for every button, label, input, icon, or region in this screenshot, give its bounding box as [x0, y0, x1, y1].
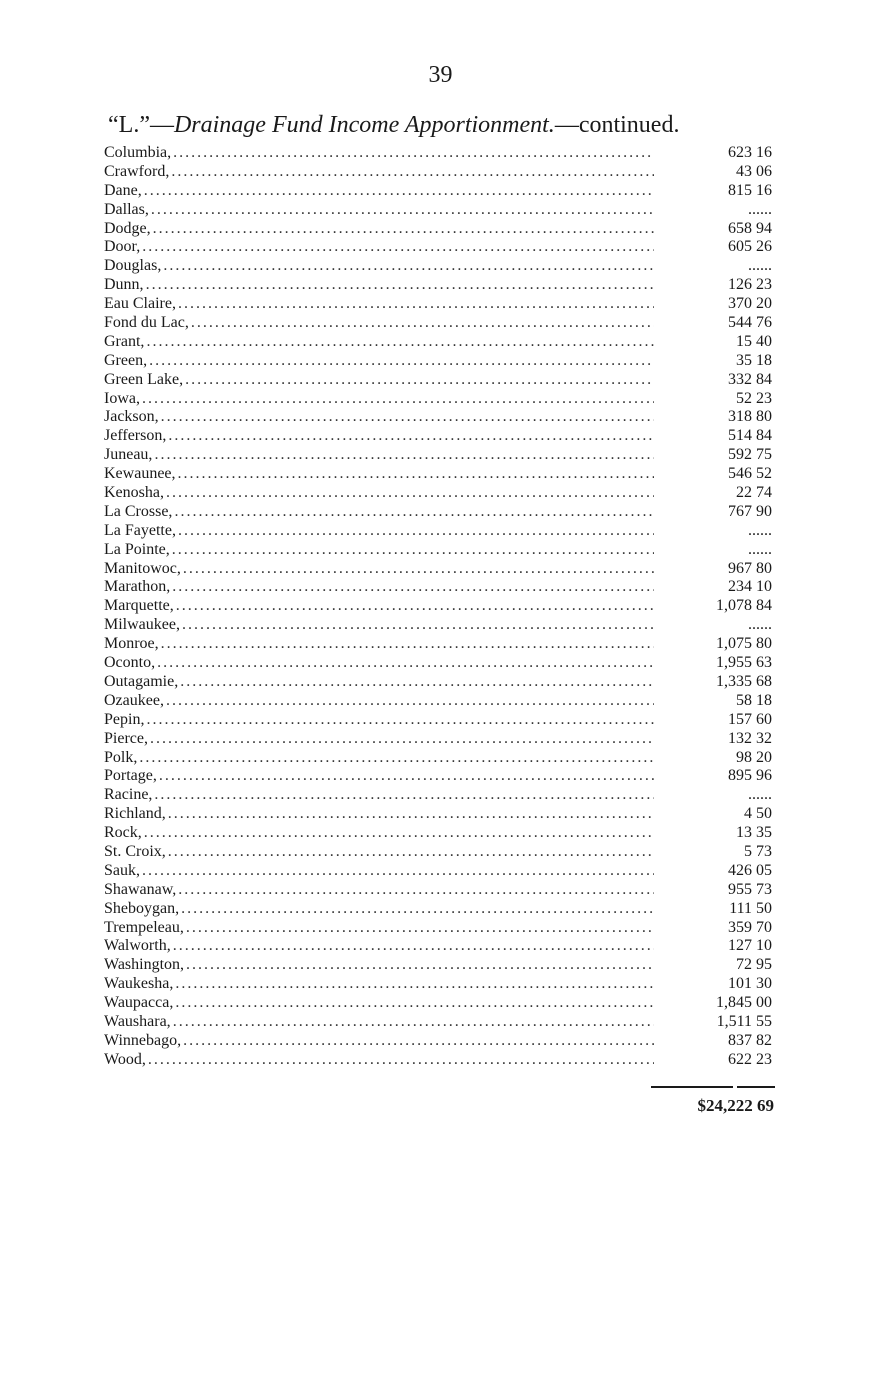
- apportionment-amount: 514 84: [728, 427, 772, 445]
- dot-leader: [178, 465, 654, 484]
- county-name: Washington,: [104, 956, 185, 974]
- apportionment-amount: 5 73: [744, 842, 772, 860]
- county-name: Polk,: [104, 748, 138, 766]
- apportionment-amount: 234 10: [728, 578, 772, 596]
- apportionment-amount: 127 10: [728, 937, 772, 955]
- dot-leader: [161, 635, 654, 654]
- dot-leader: [153, 220, 654, 239]
- apportionment-amount: 126 23: [728, 276, 772, 294]
- county-name: Milwaukee,: [104, 616, 180, 634]
- county-name: Shawanaw,: [104, 880, 177, 898]
- dot-leader: [149, 352, 654, 371]
- county-name: Waukesha,: [104, 975, 174, 993]
- dot-leader: [139, 749, 654, 768]
- dot-leader: [186, 956, 654, 975]
- apportionment-amount: 111 50: [729, 899, 772, 917]
- apportionment-amount: 13 35: [736, 824, 772, 842]
- county-name: La Pointe,: [104, 540, 170, 558]
- apportionment-amount: 623 16: [728, 144, 772, 161]
- table-row: [104, 465, 774, 484]
- apportionment-amount: ......: [748, 257, 772, 275]
- table-row: [104, 578, 774, 597]
- apportionment-amount: 837 82: [728, 1031, 772, 1049]
- table-row: [104, 163, 774, 182]
- apportionment-amount: 426 05: [728, 861, 772, 879]
- table-row: [104, 522, 774, 541]
- table-row: [104, 276, 774, 295]
- dot-leader: [161, 408, 654, 427]
- dot-leader: [181, 900, 654, 919]
- apportionment-amount: ......: [748, 521, 772, 539]
- apportionment-amount: 658 94: [728, 219, 772, 237]
- apportionment-amount: 332 84: [728, 370, 772, 388]
- table-row: [104, 390, 774, 409]
- apportionment-table: [104, 144, 774, 1070]
- county-name: Iowa,: [104, 389, 140, 407]
- table-row: [104, 673, 774, 692]
- dot-leader: [172, 578, 654, 597]
- apportionment-amount: 1,078 84: [716, 597, 772, 615]
- dot-leader: [173, 937, 654, 956]
- county-name: Kewaunee,: [104, 465, 176, 483]
- table-row: [104, 711, 774, 730]
- table-row: [104, 597, 774, 616]
- table-row: [104, 692, 774, 711]
- dot-leader: [148, 1051, 654, 1070]
- dot-leader: [146, 333, 654, 352]
- table-row: [104, 484, 774, 503]
- apportionment-amount: ......: [748, 200, 772, 218]
- county-name: Columbia,: [104, 144, 172, 161]
- county-name: Pepin,: [104, 710, 145, 728]
- county-name: Richland,: [104, 805, 166, 823]
- page-number: 39: [428, 62, 453, 88]
- dot-leader: [171, 163, 654, 182]
- apportionment-amount: 58 18: [736, 691, 772, 709]
- dot-leader: [150, 730, 654, 749]
- table-row: [104, 1013, 774, 1032]
- county-name: Douglas,: [104, 257, 162, 275]
- dot-leader: [191, 314, 654, 333]
- county-name: Outagamie,: [104, 672, 179, 690]
- dot-leader: [163, 257, 654, 276]
- dot-leader: [142, 390, 654, 409]
- apportionment-amount: 370 20: [728, 295, 772, 313]
- table-row: [104, 201, 774, 220]
- dot-leader: [151, 201, 654, 220]
- apportionment-amount: 43 06: [736, 162, 772, 180]
- dot-leader: [172, 541, 654, 560]
- apportionment-amount: 622 23: [728, 1050, 772, 1068]
- dot-leader: [175, 994, 654, 1013]
- table-row: [104, 1051, 774, 1070]
- heading-title: Drainage Fund Income Apportionment.: [173, 112, 555, 138]
- apportionment-amount: 22 74: [736, 484, 772, 502]
- apportionment-amount: 605 26: [728, 238, 772, 256]
- dot-leader: [142, 862, 654, 881]
- heading-suffix: —continued.: [554, 112, 680, 138]
- table-row: [104, 635, 774, 654]
- county-name: Kenosha,: [104, 484, 164, 502]
- dot-leader: [178, 295, 654, 314]
- table-row: [104, 408, 774, 427]
- table-row: [104, 427, 774, 446]
- dot-leader: [157, 654, 654, 673]
- table-row: [104, 919, 774, 938]
- page-heading: [108, 112, 778, 139]
- county-name: Dodge,: [104, 219, 151, 237]
- county-name: Sauk,: [104, 861, 140, 879]
- dot-leader: [173, 144, 654, 163]
- table-row: [104, 295, 774, 314]
- dot-leader: [180, 673, 654, 692]
- county-name: Portage,: [104, 767, 157, 785]
- county-name: Eau Claire,: [104, 295, 176, 313]
- county-name: Green Lake,: [104, 370, 184, 388]
- apportionment-amount: 767 90: [728, 502, 772, 520]
- apportionment-amount: 359 70: [728, 918, 772, 936]
- dot-leader: [168, 843, 654, 862]
- county-name: Green,: [104, 351, 148, 369]
- table-row: [104, 541, 774, 560]
- dot-leader: [173, 1013, 654, 1032]
- dot-leader: [175, 975, 654, 994]
- table-row: [104, 220, 774, 239]
- apportionment-amount: 15 40: [736, 332, 772, 350]
- apportionment-amount: 72 95: [736, 956, 772, 974]
- county-name: Rock,: [104, 824, 142, 842]
- table-row: [104, 371, 774, 390]
- table-row: [104, 749, 774, 768]
- table-row: [104, 786, 774, 805]
- apportionment-amount: 592 75: [728, 446, 772, 464]
- apportionment-amount: 1,955 63: [716, 654, 772, 672]
- dot-leader: [146, 711, 654, 730]
- total-rule: [651, 1086, 775, 1088]
- county-name: Oconto,: [104, 654, 156, 672]
- county-name: Waupacca,: [104, 994, 174, 1012]
- apportionment-amount: 1,511 55: [716, 1012, 772, 1030]
- county-name: Marathon,: [104, 578, 171, 596]
- dot-leader: [178, 881, 654, 900]
- dot-leader: [166, 692, 654, 711]
- apportionment-amount: 4 50: [744, 805, 772, 823]
- dot-leader: [183, 1032, 654, 1051]
- county-name: Waushara,: [104, 1012, 171, 1030]
- table-row: [104, 937, 774, 956]
- apportionment-amount: 1,845 00: [716, 994, 772, 1012]
- apportionment-amount: 1,335 68: [716, 672, 772, 690]
- apportionment-amount: 35 18: [736, 351, 772, 369]
- county-name: Trempeleau,: [104, 918, 184, 936]
- dot-leader: [186, 919, 654, 938]
- apportionment-amount: 1,075 80: [716, 635, 772, 653]
- county-name: Wood,: [104, 1050, 146, 1068]
- table-row: [104, 900, 774, 919]
- county-name: Winnebago,: [104, 1031, 182, 1049]
- table-row: [104, 352, 774, 371]
- dot-leader: [154, 446, 654, 465]
- apportionment-amount: ......: [748, 786, 772, 804]
- county-name: Dunn,: [104, 276, 144, 294]
- table-row: [104, 805, 774, 824]
- apportionment-amount: 815 16: [728, 181, 772, 199]
- apportionment-amount: 98 20: [736, 748, 772, 766]
- table-row: [104, 333, 774, 352]
- dot-leader: [144, 182, 654, 201]
- table-row: [104, 881, 774, 900]
- table-row: [104, 994, 774, 1013]
- county-name: La Fayette,: [104, 521, 176, 539]
- county-name: Dallas,: [104, 200, 149, 218]
- apportionment-amount: 967 80: [728, 559, 772, 577]
- county-name: Pierce,: [104, 729, 148, 747]
- county-name: Marquette,: [104, 597, 174, 615]
- county-name: Juneau,: [104, 446, 153, 464]
- dot-leader: [185, 371, 654, 390]
- apportionment-amount: ......: [748, 616, 772, 634]
- county-name: La Crosse,: [104, 502, 173, 520]
- county-name: Jackson,: [104, 408, 159, 426]
- dot-leader: [168, 427, 654, 446]
- apportionment-amount: 955 73: [728, 880, 772, 898]
- table-row: [104, 182, 774, 201]
- dot-leader: [168, 805, 654, 824]
- county-name: Dane,: [104, 181, 142, 199]
- dot-leader: [178, 522, 654, 541]
- dot-leader: [144, 824, 654, 843]
- county-name: Monroe,: [104, 635, 159, 653]
- county-name: Door,: [104, 238, 141, 256]
- table-row: [104, 1032, 774, 1051]
- table-row: [104, 238, 774, 257]
- table-row: [104, 654, 774, 673]
- table-row: [104, 824, 774, 843]
- table-row: [104, 144, 774, 163]
- dot-leader: [183, 560, 654, 579]
- county-name: Grant,: [104, 332, 145, 350]
- total-amount: $24,222 69: [697, 1096, 774, 1115]
- apportionment-amount: 546 52: [728, 465, 772, 483]
- table-row: [104, 560, 774, 579]
- apportionment-amount: 544 76: [728, 314, 772, 332]
- table-row: [104, 503, 774, 522]
- table-row: [104, 446, 774, 465]
- table-row: [104, 616, 774, 635]
- table-row: [104, 843, 774, 862]
- county-name: Ozaukee,: [104, 691, 164, 709]
- table-row: [104, 314, 774, 333]
- apportionment-amount: 895 96: [728, 767, 772, 785]
- county-name: Fond du Lac,: [104, 314, 189, 332]
- apportionment-amount: ......: [748, 540, 772, 558]
- county-name: Manitowoc,: [104, 559, 181, 577]
- dot-leader: [146, 276, 654, 295]
- table-row: [104, 862, 774, 881]
- apportionment-amount: 318 80: [728, 408, 772, 426]
- county-name: Jefferson,: [104, 427, 167, 445]
- dot-leader: [174, 503, 654, 522]
- dot-leader: [182, 616, 654, 635]
- county-name: Crawford,: [104, 162, 170, 180]
- table-row: [104, 767, 774, 786]
- county-name: Racine,: [104, 786, 153, 804]
- dot-leader: [142, 238, 654, 257]
- county-name: St. Croix,: [104, 842, 166, 860]
- table-row: [104, 975, 774, 994]
- heading-prefix: “L.”—: [108, 112, 174, 138]
- apportionment-amount: 157 60: [728, 710, 772, 728]
- apportionment-amount: 52 23: [736, 389, 772, 407]
- apportionment-amount: 132 32: [728, 729, 772, 747]
- apportionment-amount: 101 30: [728, 975, 772, 993]
- county-name: Sheboygan,: [104, 899, 180, 917]
- dot-leader: [176, 597, 654, 616]
- county-name: Walworth,: [104, 937, 171, 955]
- dot-leader: [159, 767, 654, 786]
- dot-leader: [166, 484, 654, 503]
- table-row: [104, 956, 774, 975]
- dot-leader: [154, 786, 654, 805]
- table-row: [104, 730, 774, 749]
- table-row: [104, 257, 774, 276]
